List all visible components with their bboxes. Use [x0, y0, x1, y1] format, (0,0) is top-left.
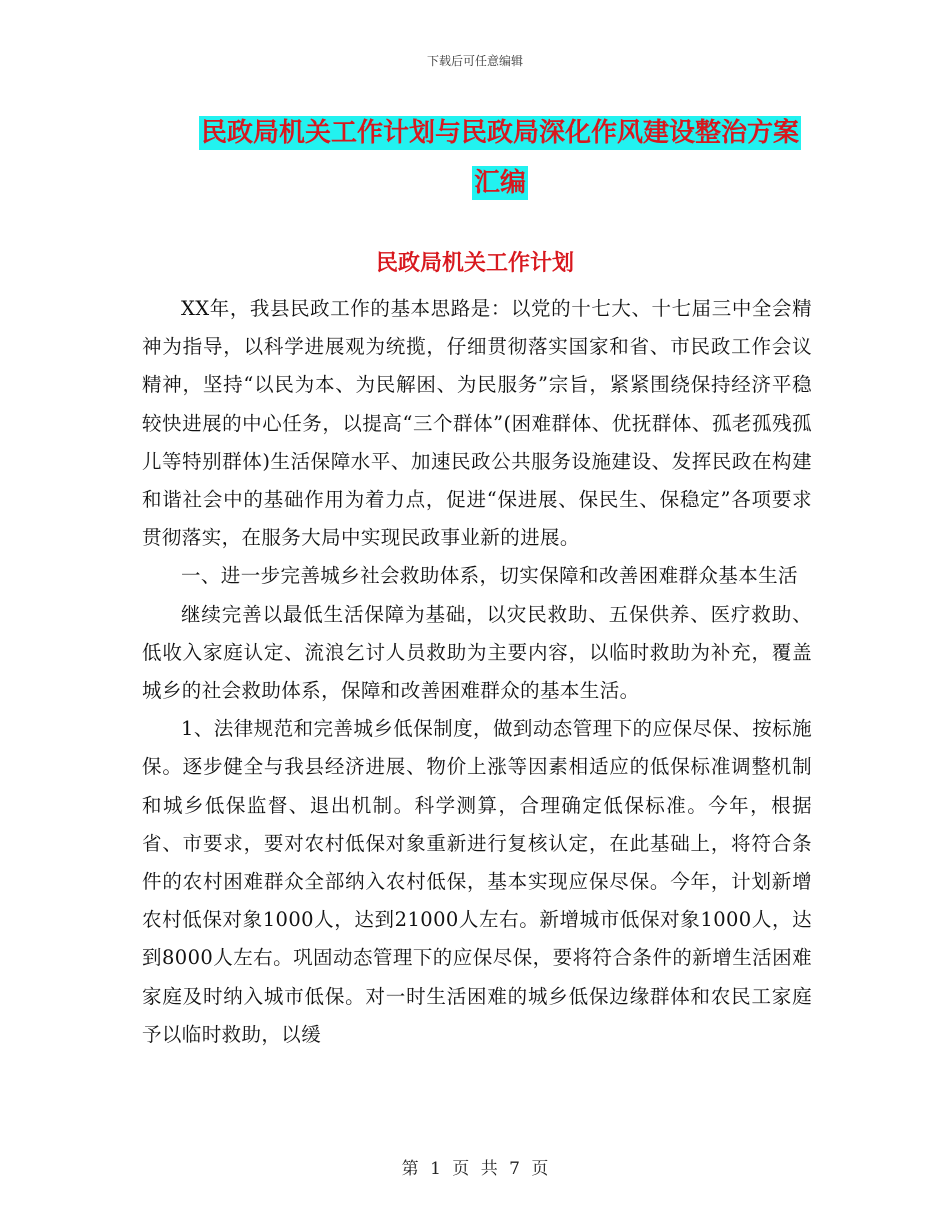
section-title: 民政局机关工作计划 [375, 251, 574, 276]
paragraph-social-assistance: 继续完善以最低生活保障为基础，以灾民救助、五保供养、医疗救助、低收入家庭认定、流浪乞讨人员救助为主要内容，以临时救助为补充，覆盖城乡的社会救助体系，保障和改善困难群众的基本生活。 [142, 602, 812, 703]
paragraph-intro: XX年，我县民政工作的基本思路是：以党的十七大、十七届三中全会精神为指导，以科学进展观为统揽，仔细贯彻落实国家和省、市民政工作会议精神，坚持“以民为本、为民解困、为民服务”宗旨，紧紧围绕保持经济平稳较快进展的中心任务，以提高“三个群体”(困难群体、优抚群体、孤老孤残孤儿等特别群体)生活保障水平、加速民政公共服务设施建设、发挥民政在构建和谐社会中的基础作用为着力点，促进“保进展、保民生、保稳定”各项要求贯彻落实，在服务大局中实现民政事业新的进展。 [142, 297, 812, 550]
paragraph-item-1: 1、法律规范和完善城乡低保制度，做到动态管理下的应保尽保、按标施保。逐步健全与我县经济进展、物价上涨等因素相适应的低保标准调整机制和城乡低保监督、退出机制。科学测算，合理确定低保标准。今年，根据省、市要求，要对农村低保对象重新进行复核认定，在此基础上，将符合条件的农村困难群众全部纳入农村低保，基本实现应保尽保。今年，计划新增农村低保对象1000人，达到21000人左右。新增城市低保对象1000人，达到8000人左右。巩固动态管理下的应保尽保，要将符合条件的新增生活困难家庭及时纳入城市低保。对一时生活困难的城乡低保边缘群体和农民工家庭予以临时救助，以缓 [142, 717, 812, 1046]
page-header: 下载后可任意编辑 [426, 54, 523, 68]
paragraph-heading-1: 一、进一步完善城乡社会救助体系，切实保障和改善困难群众基本生活 [181, 564, 798, 588]
document-body [142, 290, 812, 1054]
document-title-line-1: 民政局机关工作计划与民政局深化作风建设整治方案 [200, 118, 799, 148]
document-title-line-2: 汇编 [473, 168, 526, 198]
page-footer: 第 1 页 共 7 页 [401, 1159, 549, 1179]
document-title [180, 108, 820, 208]
